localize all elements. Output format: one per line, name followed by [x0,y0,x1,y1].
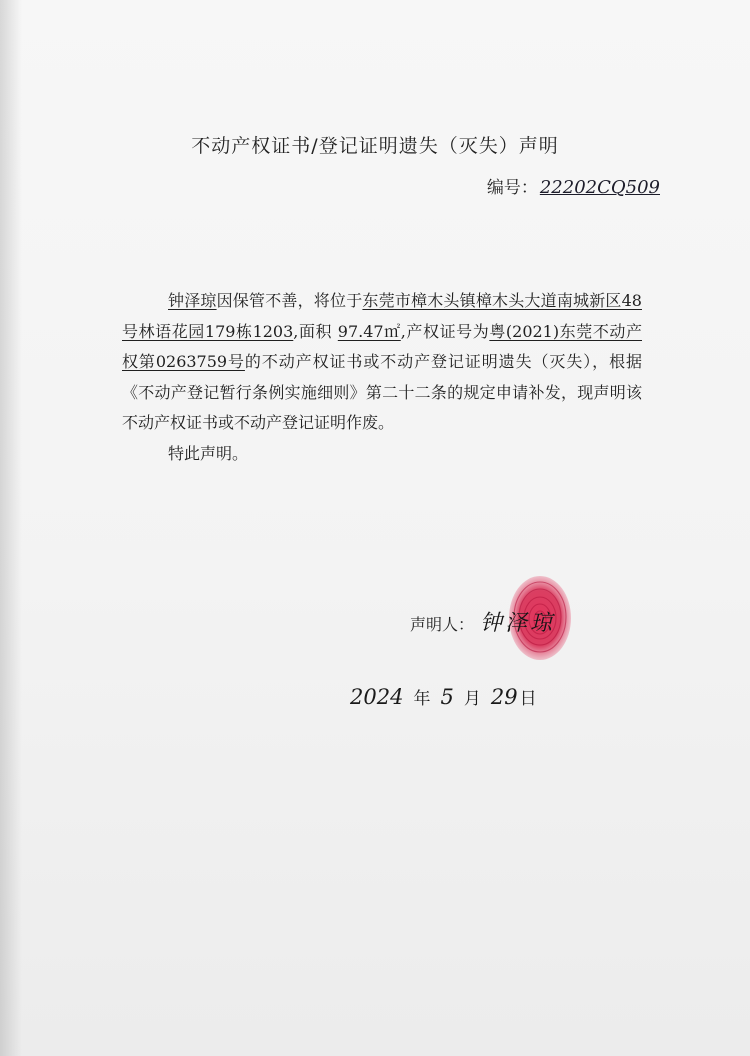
declarant-name: 钟泽琼 [168,291,217,310]
document-number-value: 22202CQ509 [539,177,660,198]
date-month-char: 月 [463,689,481,709]
date-day-char: 日 [519,689,537,709]
body-text-4: 的不动产权证书或不动产登记证明遗失（灭失），根据《不动产登记暂行条例实施细则》第二十二条的规定申请补发，现声明该不动产权证书或不动产登记证明作废。 [122,352,642,432]
property-address: 东莞市樟木头镇樟木头大道南城新区48号林语花园179栋1203 [122,291,642,341]
page-edge-shadow [0,0,22,1056]
document-number-label: 编号： [486,178,538,198]
document-number-row [487,173,660,198]
closing-statement: 特此声明。 [168,443,249,463]
body-text-2: ,面积 [293,321,333,341]
certificate-number: 粤(2021)东莞不动产权第0263759号 [122,321,642,371]
body-text-1: 因保管不善，将位于 [216,291,363,310]
date-month: 5 [440,685,454,709]
property-area: 97.47㎡ [337,321,401,341]
declaration-body [122,286,642,469]
body-text-3: ,产权证号为 [400,321,490,341]
declarant-label: 声明人： [410,615,475,634]
document-title: 不动产权证书/登记证明遗失（灭失）声明 [191,135,559,157]
handwritten-signature: 钟泽琼 [480,611,556,636]
declaration-date [350,684,547,709]
declaration-paragraph [122,286,642,439]
date-year: 2024 [350,685,404,709]
date-year-char: 年 [413,689,431,709]
date-day: 29 [490,685,518,709]
declarant-signature-row [410,606,555,637]
